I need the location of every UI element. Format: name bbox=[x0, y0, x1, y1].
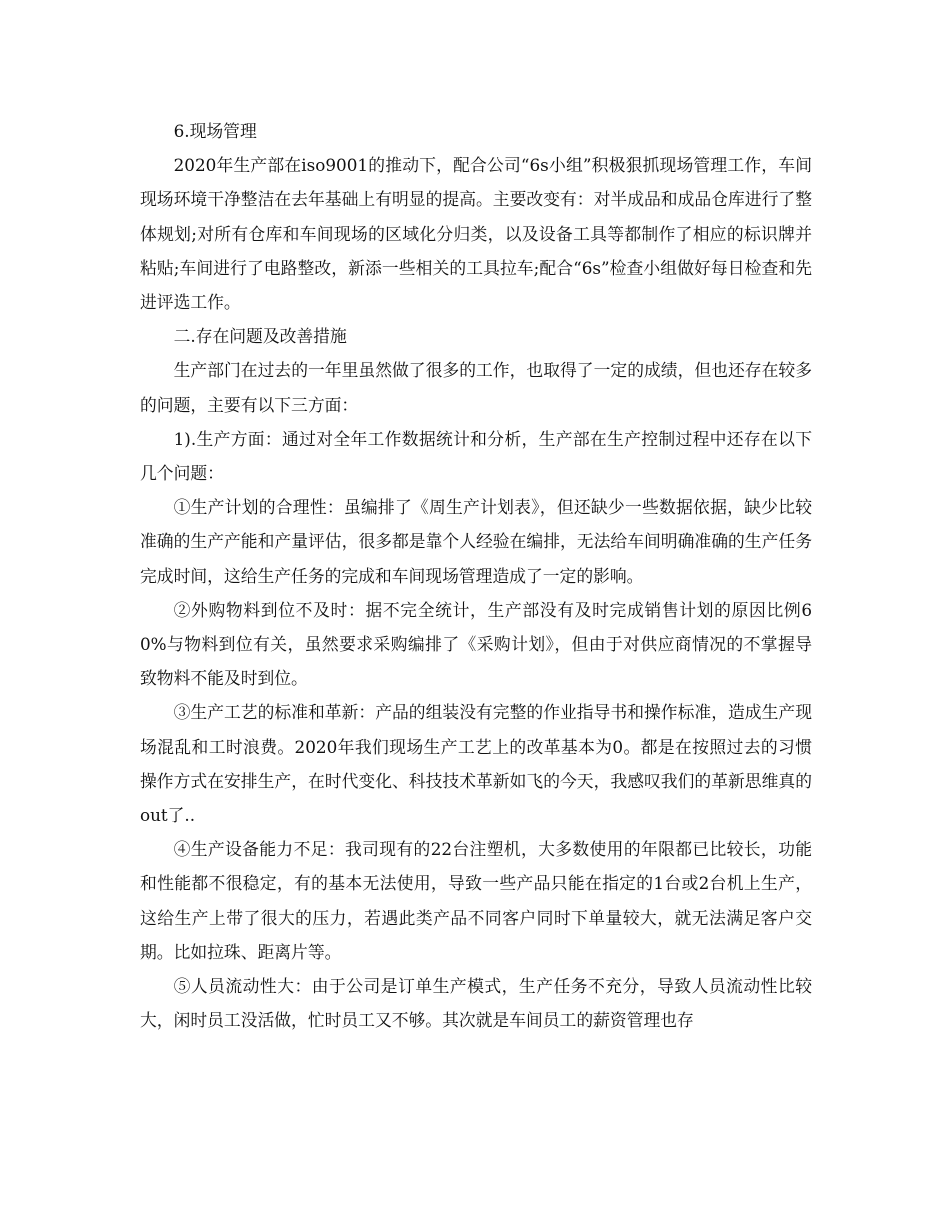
list-item-staffing: ⑤人员流动性大：由于公司是订单生产模式，生产任务不充分，导致人员流动性比较大，闲时员工没活做，忙时员工又不够。其次就是车间员工的薪资管理也存 bbox=[140, 976, 812, 1031]
list-item-process: ③生产工艺的标准和革新：产品的组装没有完整的作业指导书和操作标准，造成生产现场混乱和工时浪费。2020年我们现场生产工艺上的改革基本为0。都是在按照过去的习惯操作方式在安排生产，在时代变化、科技技术革新如飞的今天，我感叹我们的革新思维真的out了.. bbox=[140, 702, 812, 826]
section-heading-problems: 二.存在问题及改善措施 bbox=[173, 326, 347, 347]
paragraph-production-aspect: 1).生产方面：通过对全年工作数据统计和分析，生产部在生产控制过程中还存在以下几个问题： bbox=[140, 428, 812, 484]
list-item-materials: ②外购物料到位不及时：据不完全统计，生产部没有及时完成销售计划的原因比例60%与物料到位有关，虽然要求采购编排了《采购计划》，但由于对供应商情况的不掌握导致物料不能及时到位。 bbox=[140, 599, 812, 689]
paragraph-problems-intro: 生产部门在过去的一年里虽然做了很多的工作，也取得了一定的成绩，但也还存在较多的问题，主要有以下三方面： bbox=[140, 360, 812, 415]
paragraph-site-management: 2020年生产部在iso9001的推动下，配合公司“6s小组”积极狠抓现场管理工作，车间现场环境干净整洁在去年基础上有明显的提高。主要改变有：对半成品和成品仓库进行了整体规划;对所有仓库和车间现场的区域化分归类，以及设备工具等都制作了相应的标识牌并粘贴;车间进行了电路整改，新添一些相关的工具拉车;配合“6s”检查小组做好每日检查和先进评选工作。 bbox=[140, 155, 812, 313]
section-heading-site-management: 6.现场管理 bbox=[173, 121, 257, 141]
list-item-equipment: ④生产设备能力不足：我司现有的22台注塑机，大多数使用的年限都已比较长，功能和性能都不很稳定，有的基本无法使用，导致一些产品只能在指定的1台或2台机上生产，这给生产上带了很大的压力，若遇此类产品不同客户同时下单量较大，就无法满足客户交期。比如拉珠、距离片等。 bbox=[140, 839, 812, 962]
list-item-planning: ①生产计划的合理性：虽编排了《周生产计划表》，但还缺少一些数据依据，缺少比较准确的生产产能和产量评估，很多都是靠个人经验在编排，无法给车间明确准确的生产任务完成时间，这给生产任务的完成和车间现场管理造成了一定的影响。 bbox=[140, 497, 812, 586]
document-body bbox=[140, 114, 812, 1037]
